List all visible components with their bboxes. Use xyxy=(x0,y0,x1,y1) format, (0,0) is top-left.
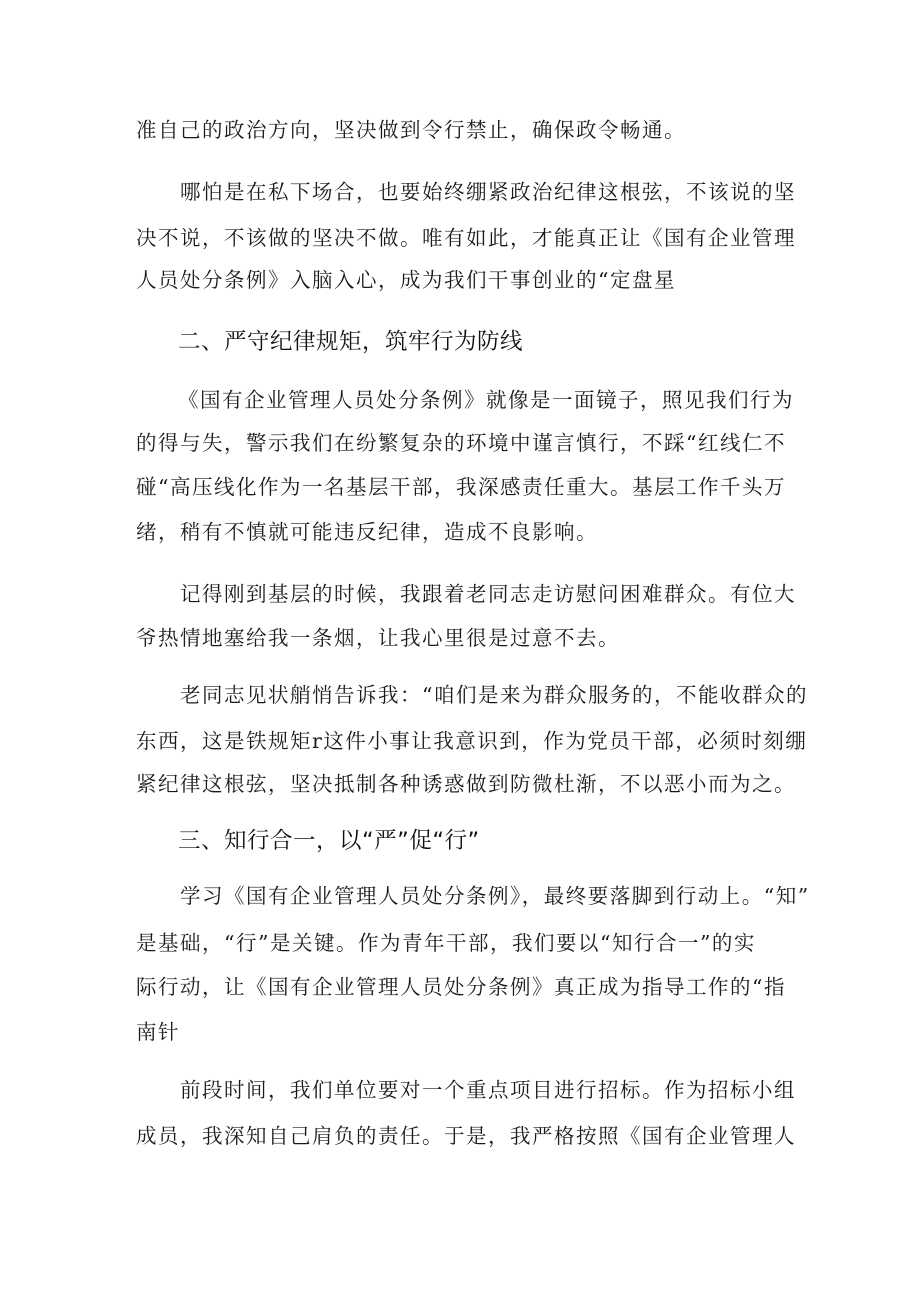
section-heading: 三、知行合一，以“严”促“行” xyxy=(178,828,480,854)
paragraph-line: 决不说，不该做的坚决不做。唯有如此，才能真正让《国有企业管理 xyxy=(136,226,796,250)
paragraph-line: 的得与失，警示我们在纷繁复杂的环境中谨言慎行，不踩“红线仁不 xyxy=(136,431,786,455)
paragraph-line: 准自己的政治方向，坚决做到令行禁止，确保政令畅通。 xyxy=(136,118,686,142)
paragraph-line: 紧纪律这根弦，坚决抵制各种诱惑做到防微杜渐，不以恶小而为之。 xyxy=(136,772,796,796)
paragraph-line: 碰“高压线化作为一名基层干部，我深感责任重大。基层工作千头万 xyxy=(136,475,786,499)
paragraph-line: 学习《国有企业管理人员处分条例》，最终要落脚到行动上。“知” xyxy=(180,884,810,908)
paragraph-line: 《国有企业管理人员处分条例》就像是一面镜子，照见我们行为 xyxy=(178,388,794,412)
paragraph-line: 东西，这是铁规矩r这件小事让我意识到，作为党员干部，必须时刻绷 xyxy=(136,729,808,753)
paragraph-line: 前段时间，我们单位要对一个重点项目进行招标。作为招标小组 xyxy=(180,1078,796,1102)
paragraph-line: 老同志见状艄悄告诉我：“咱们是来为群众服务的，不能收群众的 xyxy=(180,683,808,707)
section-heading: 二、严守纪律规矩，筑牢行为防线 xyxy=(178,329,524,355)
paragraph-line: 绪，稍有不慎就可能违反纪律，造成不良影响。 xyxy=(136,520,598,544)
paragraph-line: 成员，我深知自己肩负的责任。于是，我严格按照《国有企业管理人 xyxy=(136,1124,796,1148)
paragraph-line: 人员处分条例》入脑入心，成为我们干事创业的“定盘星 xyxy=(136,268,676,292)
paragraph-line: 哪怕是在私下场合，也要始终绷紧政治纪律这根弦，不该说的坚 xyxy=(180,180,796,204)
paragraph-line: 记得刚到基层的时候，我跟着老同志走访慰问困难群众。有位大 xyxy=(180,582,796,606)
paragraph-line: 是基础，“行”是关键。作为青年干部，我们要以“知行合一”的实 xyxy=(136,931,756,955)
paragraph-line: 爷热情地塞给我一条烟，让我心里很是过意不去。 xyxy=(136,626,620,650)
paragraph-line: 际行动，让《国有企业管理人员处分条例》真正成为指导工作的“指 xyxy=(136,975,786,999)
paragraph-line: 南针 xyxy=(136,1020,180,1044)
